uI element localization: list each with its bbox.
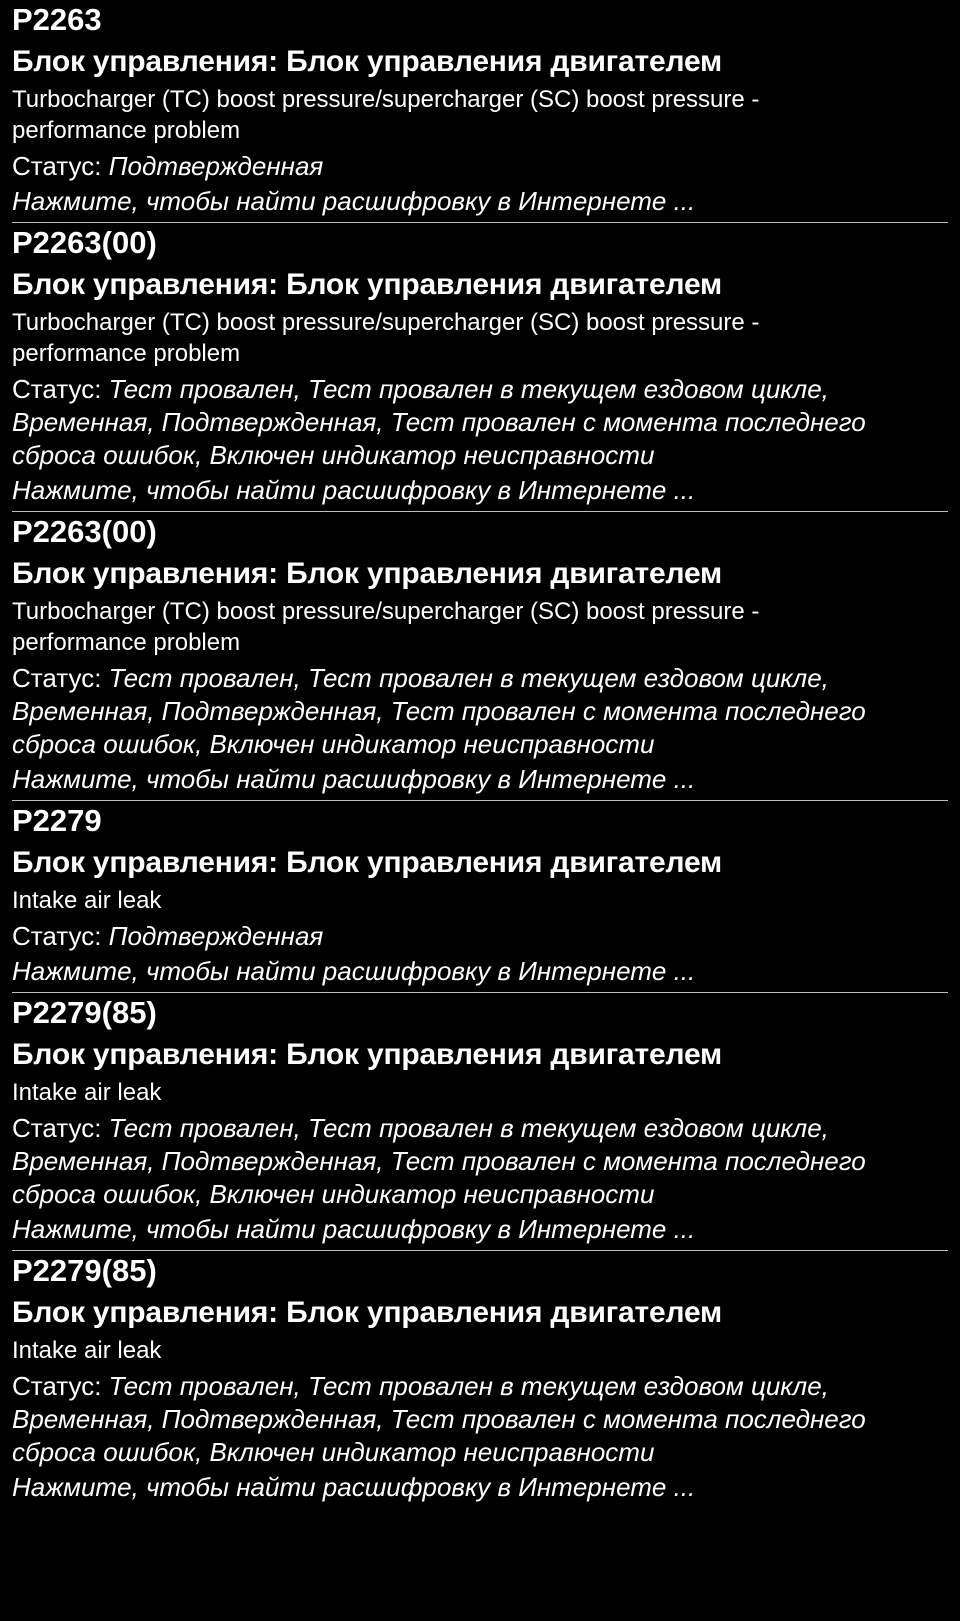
dtc-module: Блок управления: Блок управления двигателем <box>12 268 723 301</box>
dtc-list-item[interactable] <box>12 223 948 512</box>
dtc-description: Intake air leak <box>12 1079 162 1106</box>
dtc-code: P2263(00) <box>12 514 157 549</box>
dtc-list-item[interactable] <box>12 0 948 223</box>
dtc-module: Блок управления: Блок управления двигателем <box>12 1296 723 1329</box>
dtc-status-label: Статус: <box>12 921 102 951</box>
dtc-status <box>12 150 948 183</box>
dtc-code: P2279 <box>12 803 102 838</box>
dtc-lookup-link[interactable]: Нажмите, чтобы найти расшифровку в Интернете ... <box>12 956 696 986</box>
dtc-status <box>12 920 948 953</box>
dtc-description: Turbocharger (TC) boost pressure/supercharger (SC) boost pressure - performance problem <box>12 598 760 656</box>
dtc-code: P2263 <box>12 2 102 37</box>
dtc-lookup-link[interactable]: Нажмите, чтобы найти расшифровку в Интернете ... <box>12 475 696 505</box>
dtc-status-value: Тест провален, Тест провален в текущем ездовом цикле, Временная, Подтвержденная, Тест провален с момента последнего сброса ошибок, Включен индикатор неисправности <box>12 374 866 470</box>
dtc-code: P2263(00) <box>12 225 157 260</box>
dtc-module: Блок управления: Блок управления двигателем <box>12 846 723 879</box>
dtc-status-value: Подтвержденная <box>108 151 324 181</box>
dtc-status-label: Статус: <box>12 374 102 404</box>
dtc-status <box>12 1370 948 1469</box>
dtc-list-item[interactable] <box>12 801 948 993</box>
dtc-status-label: Статус: <box>12 1371 102 1401</box>
dtc-lookup-link[interactable]: Нажмите, чтобы найти расшифровку в Интернете ... <box>12 1472 696 1502</box>
dtc-status <box>12 373 948 472</box>
dtc-lookup-link[interactable]: Нажмите, чтобы найти расшифровку в Интернете ... <box>12 764 696 794</box>
dtc-description: Intake air leak <box>12 887 162 914</box>
dtc-list-item[interactable] <box>12 1251 948 1508</box>
dtc-code: P2279(85) <box>12 1253 157 1288</box>
dtc-code: P2279(85) <box>12 995 157 1030</box>
dtc-status-label: Статус: <box>12 663 102 693</box>
dtc-module: Блок управления: Блок управления двигателем <box>12 557 723 590</box>
dtc-status-value: Тест провален, Тест провален в текущем ездовом цикле, Временная, Подтвержденная, Тест провален с момента последнего сброса ошибок, Включен индикатор неисправности <box>12 663 866 759</box>
dtc-status-value: Подтвержденная <box>108 921 324 951</box>
dtc-description: Intake air leak <box>12 1337 162 1364</box>
dtc-list-item[interactable] <box>12 993 948 1251</box>
dtc-lookup-link[interactable]: Нажмите, чтобы найти расшифровку в Интернете ... <box>12 1214 696 1244</box>
dtc-module: Блок управления: Блок управления двигателем <box>12 1038 723 1071</box>
dtc-module: Блок управления: Блок управления двигателем <box>12 45 723 78</box>
dtc-status-label: Статус: <box>12 151 102 181</box>
dtc-status <box>12 1112 948 1211</box>
dtc-description: Turbocharger (TC) boost pressure/supercharger (SC) boost pressure - performance problem <box>12 309 760 367</box>
dtc-status-label: Статус: <box>12 1113 102 1143</box>
dtc-status-value: Тест провален, Тест провален в текущем ездовом цикле, Временная, Подтвержденная, Тест провален с момента последнего сброса ошибок, Включен индикатор неисправности <box>12 1371 866 1467</box>
dtc-status-value: Тест провален, Тест провален в текущем ездовом цикле, Временная, Подтвержденная, Тест провален с момента последнего сброса ошибок, Включен индикатор неисправности <box>12 1113 866 1209</box>
dtc-lookup-link[interactable]: Нажмите, чтобы найти расшифровку в Интернете ... <box>12 186 696 216</box>
dtc-list-item[interactable] <box>12 512 948 801</box>
dtc-status <box>12 662 948 761</box>
dtc-description: Turbocharger (TC) boost pressure/supercharger (SC) boost pressure - performance problem <box>12 86 760 144</box>
